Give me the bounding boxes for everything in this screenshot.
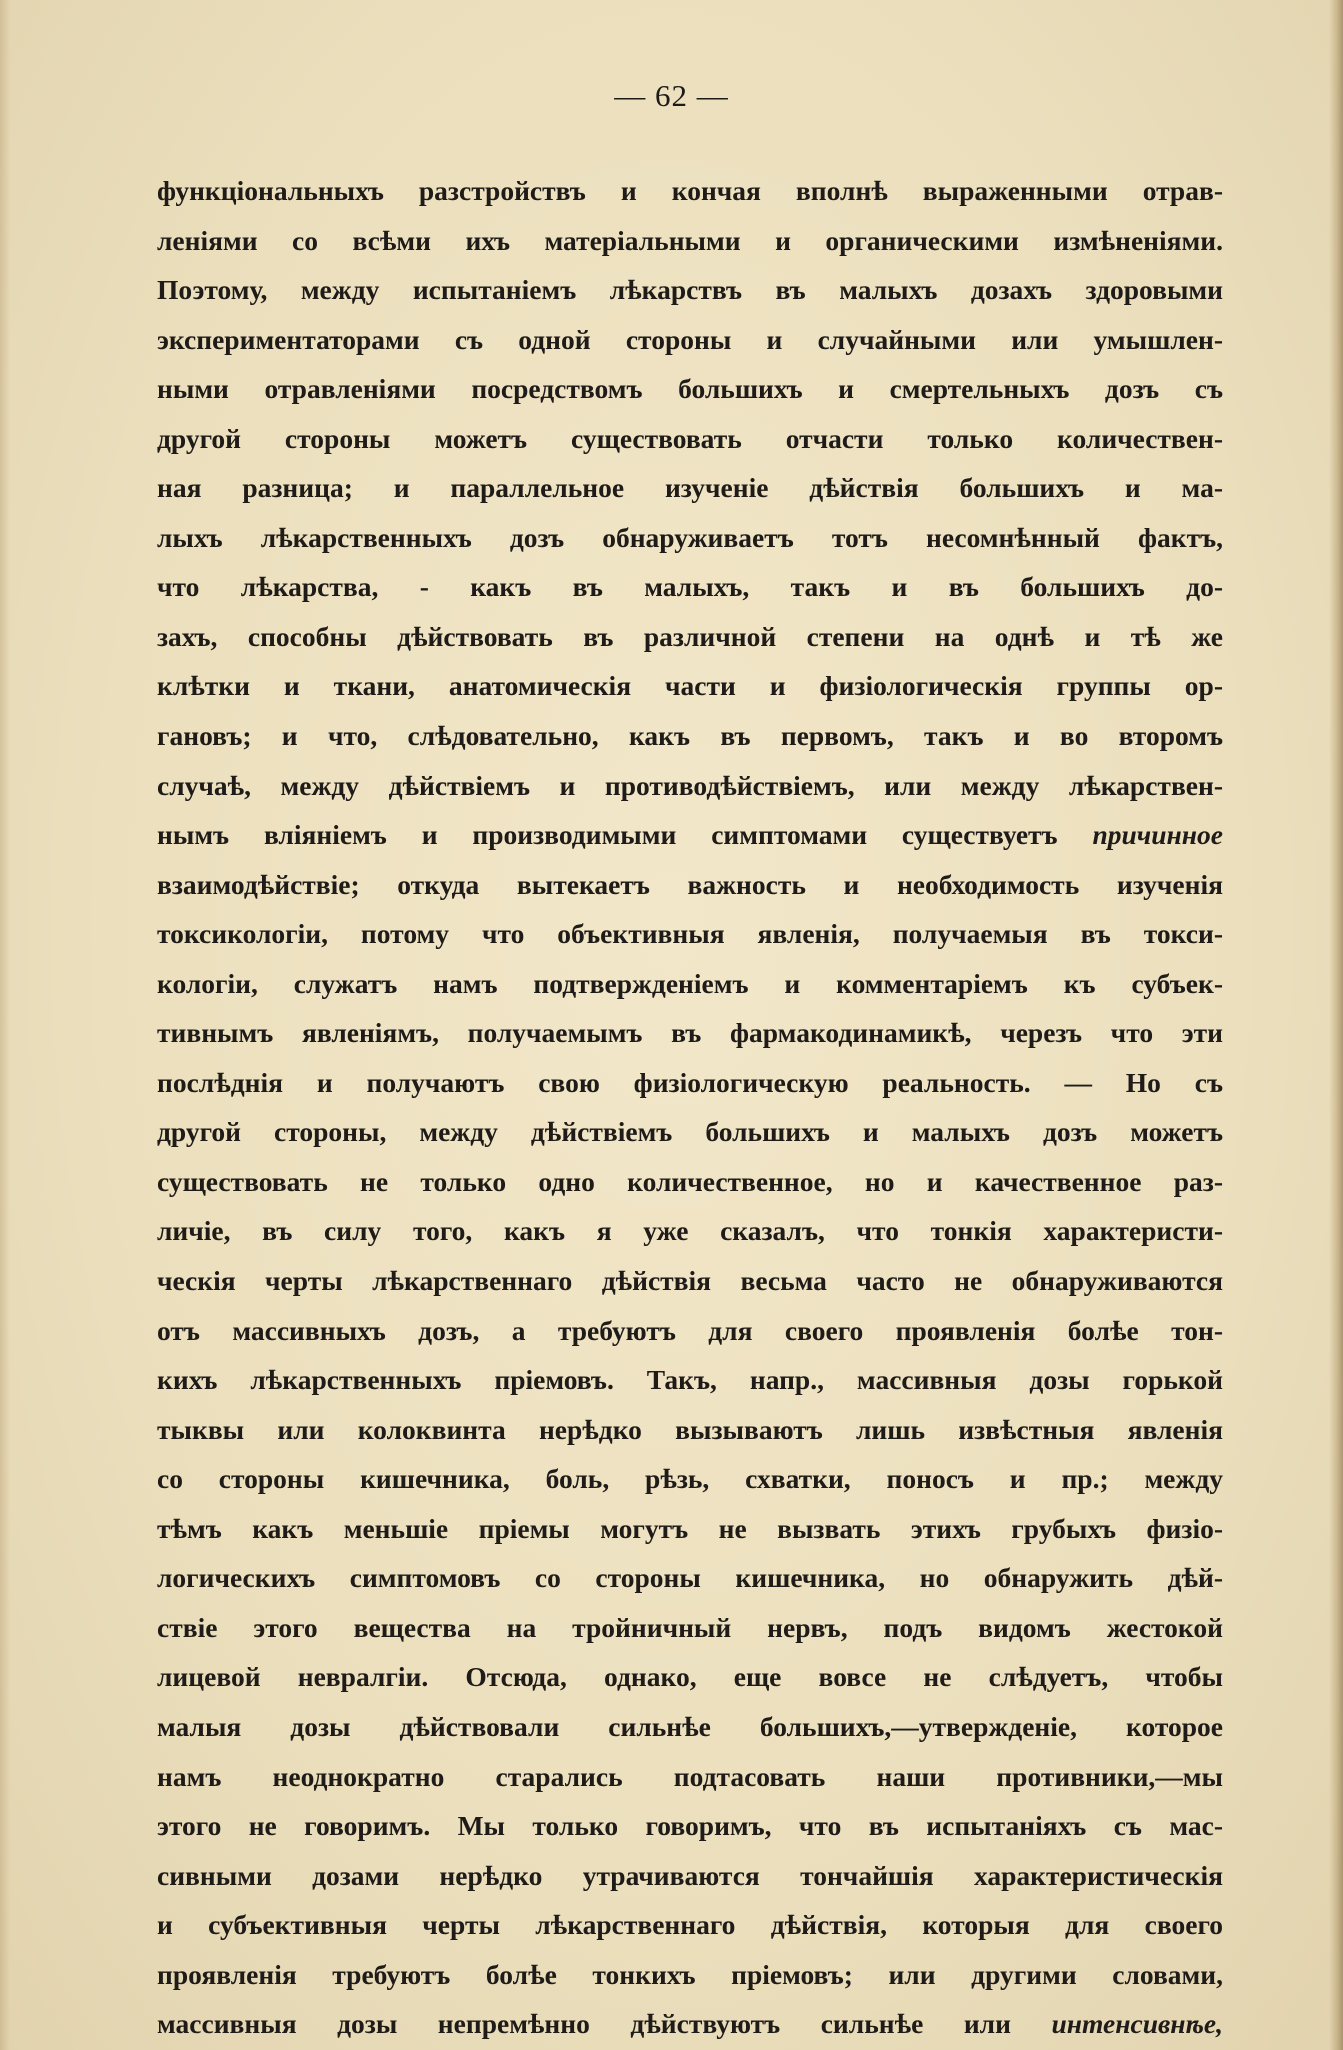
text-line <box>157 1553 1223 1603</box>
italic-word: причинное <box>1092 819 1223 851</box>
body-text <box>157 166 1223 2049</box>
line-text: экспериментаторами съ одной стороны и случайными или умышлен- <box>157 323 1223 355</box>
line-text: ная разница; и параллельное изученiе дѣйствiя большихъ и ма- <box>157 472 1223 504</box>
text-line <box>157 1355 1223 1405</box>
line-text: лицевой невралгiи. Отсюда, однако, еще вовсе не слѣдуетъ, чтобы <box>157 1661 1223 1693</box>
text-line <box>157 315 1223 365</box>
text-line <box>157 612 1223 662</box>
text-line <box>157 1702 1223 1752</box>
text-line <box>157 959 1223 1009</box>
text-line <box>157 463 1223 513</box>
line-text: тыквы или колоквинта нерѣдко вызываютъ лишь извѣстныя явленiя <box>157 1413 1223 1445</box>
line-text: тѣмъ какъ меньшiе прiемы могутъ не вызвать этихъ грубыхъ физiо- <box>157 1512 1223 1544</box>
line-text: кихъ лѣкарственныхъ прiемовъ. Такъ, напр., массивныя дозы горькой <box>157 1364 1223 1396</box>
line-text: Поэтому, между испытанiемъ лѣкарствъ въ малыхъ дозахъ здоровыми <box>157 274 1223 306</box>
line-text: сивными дозами нерѣдко утрачиваются тончайшiя характеристическiя <box>157 1859 1223 1891</box>
text-line <box>157 1504 1223 1554</box>
text-line <box>157 1752 1223 1802</box>
text-line <box>157 1008 1223 1058</box>
text-line <box>157 364 1223 414</box>
line-text: нымъ влiянiемъ и производимыми симптомами существуетъ <box>157 819 1058 851</box>
line-text: что лѣкарства, - какъ въ малыхъ, такъ и въ большихъ до- <box>157 571 1223 603</box>
text-line <box>157 1652 1223 1702</box>
line-text: тивнымъ явленiямъ, получаемымъ въ фармакодинамикѣ, черезъ что эти <box>157 1017 1223 1049</box>
page-right-edge-shadow <box>1329 0 1343 2050</box>
line-text: логическихъ симптомовъ со стороны кишечника, но обнаружить дѣй- <box>157 1562 1223 1594</box>
line-text: ными отравленiями посредствомъ большихъ и смертельныхъ дозъ съ <box>157 373 1223 405</box>
line-text: послѣднiя и получаютъ свою физiологическую реальность. — Но съ <box>157 1066 1223 1098</box>
line-text: захъ, способны дѣйствовать въ различной степени на однѣ и тѣ же <box>157 620 1223 652</box>
line-text: другой стороны, между дѣйствiемъ большихъ и малыхъ дозъ можетъ <box>157 1116 1223 1148</box>
text-line <box>157 1603 1223 1653</box>
line-text: случаѣ, между дѣйствiемъ и противодѣйствiемъ, или между лѣкарствен- <box>157 769 1223 801</box>
text-line <box>157 1306 1223 1356</box>
text-line <box>157 1405 1223 1455</box>
page-left-edge-shadow <box>0 0 10 2050</box>
line-text: со стороны кишечника, боль, рѣзь, схватки, поносъ и пр.; между <box>157 1463 1223 1495</box>
text-line <box>157 1999 1223 2049</box>
line-text: токсикологiи, потому что объективныя явленiя, получаемыя въ токси- <box>157 918 1223 950</box>
text-line <box>157 1950 1223 2000</box>
line-text: намъ неоднократно старались подтасовать наши противники,—мы <box>157 1760 1223 1792</box>
text-line <box>157 761 1223 811</box>
line-text: ленiями со всѣми ихъ матерiальными и органическими измѣненiями. <box>157 224 1223 256</box>
text-line <box>157 1107 1223 1157</box>
text-line <box>157 166 1223 216</box>
text-line <box>157 1454 1223 1504</box>
text-line <box>157 711 1223 761</box>
text-line <box>157 1206 1223 1256</box>
line-text: ческiя черты лѣкарственнаго дѣйствiя весьма часто не обнаруживаются <box>157 1265 1223 1297</box>
text-line <box>157 414 1223 464</box>
text-line <box>157 1157 1223 1207</box>
line-text: массивныя дозы непремѣнно дѣйствуютъ сильнѣе или <box>157 2008 1011 2040</box>
line-text: лыхъ лѣкарственныхъ дозъ обнаруживаетъ тотъ несомнѣнный фактъ, <box>157 521 1223 553</box>
line-text: проявленiя требуютъ болѣе тонкихъ прiемовъ; или другими словами, <box>157 1958 1223 1990</box>
text-line <box>157 1900 1223 1950</box>
text-line <box>157 216 1223 266</box>
text-line <box>157 860 1223 910</box>
line-text: гановъ; и что, слѣдовательно, какъ въ первомъ, такъ и во второмъ <box>157 720 1223 752</box>
text-line <box>157 1801 1223 1851</box>
text-line <box>157 909 1223 959</box>
line-text: клѣтки и ткани, анатомическiя части и физiологическiя группы ор- <box>157 670 1223 702</box>
text-line <box>157 810 1223 860</box>
italic-word: интенсивнѣе, <box>1051 2008 1223 2040</box>
line-text: этого не говоримъ. Мы только говоримъ, что въ испытанiяхъ съ мас- <box>157 1810 1223 1842</box>
text-line <box>157 1058 1223 1108</box>
line-text: и субъективныя черты лѣкарственнаго дѣйствiя, которыя для своего <box>157 1909 1223 1941</box>
text-line <box>157 562 1223 612</box>
text-line <box>157 513 1223 563</box>
text-line <box>157 1256 1223 1306</box>
line-text: малыя дозы дѣйствовали сильнѣе большихъ,—утвержденiе, которое <box>157 1710 1223 1742</box>
line-text: существовать не только одно количественное, но и качественное раз- <box>157 1165 1223 1197</box>
text-line <box>157 265 1223 315</box>
line-text: взаимодѣйствiе; откуда вытекаетъ важность и необходимость изученiя <box>157 868 1223 900</box>
line-text: функцiональныхъ разстройствъ и кончая вполнѣ выраженными отрав- <box>157 175 1223 206</box>
line-text: кологiи, служатъ намъ подтвержденiемъ и комментарiемъ къ субъек- <box>157 967 1223 999</box>
page-number: — 62 — <box>614 78 729 113</box>
line-text: другой стороны можетъ существовать отчасти только количествен- <box>157 422 1223 454</box>
text-line <box>157 661 1223 711</box>
line-text: отъ массивныхъ дозъ, а требуютъ для своего проявленiя болѣе тон- <box>157 1314 1223 1346</box>
line-text: личiе, въ силу того, какъ я уже сказалъ, что тонкiя характеристи- <box>157 1215 1223 1247</box>
text-line <box>157 1851 1223 1901</box>
line-text: ствiе этого вещества на тройничный нервъ, подъ видомъ жестокой <box>157 1611 1223 1643</box>
